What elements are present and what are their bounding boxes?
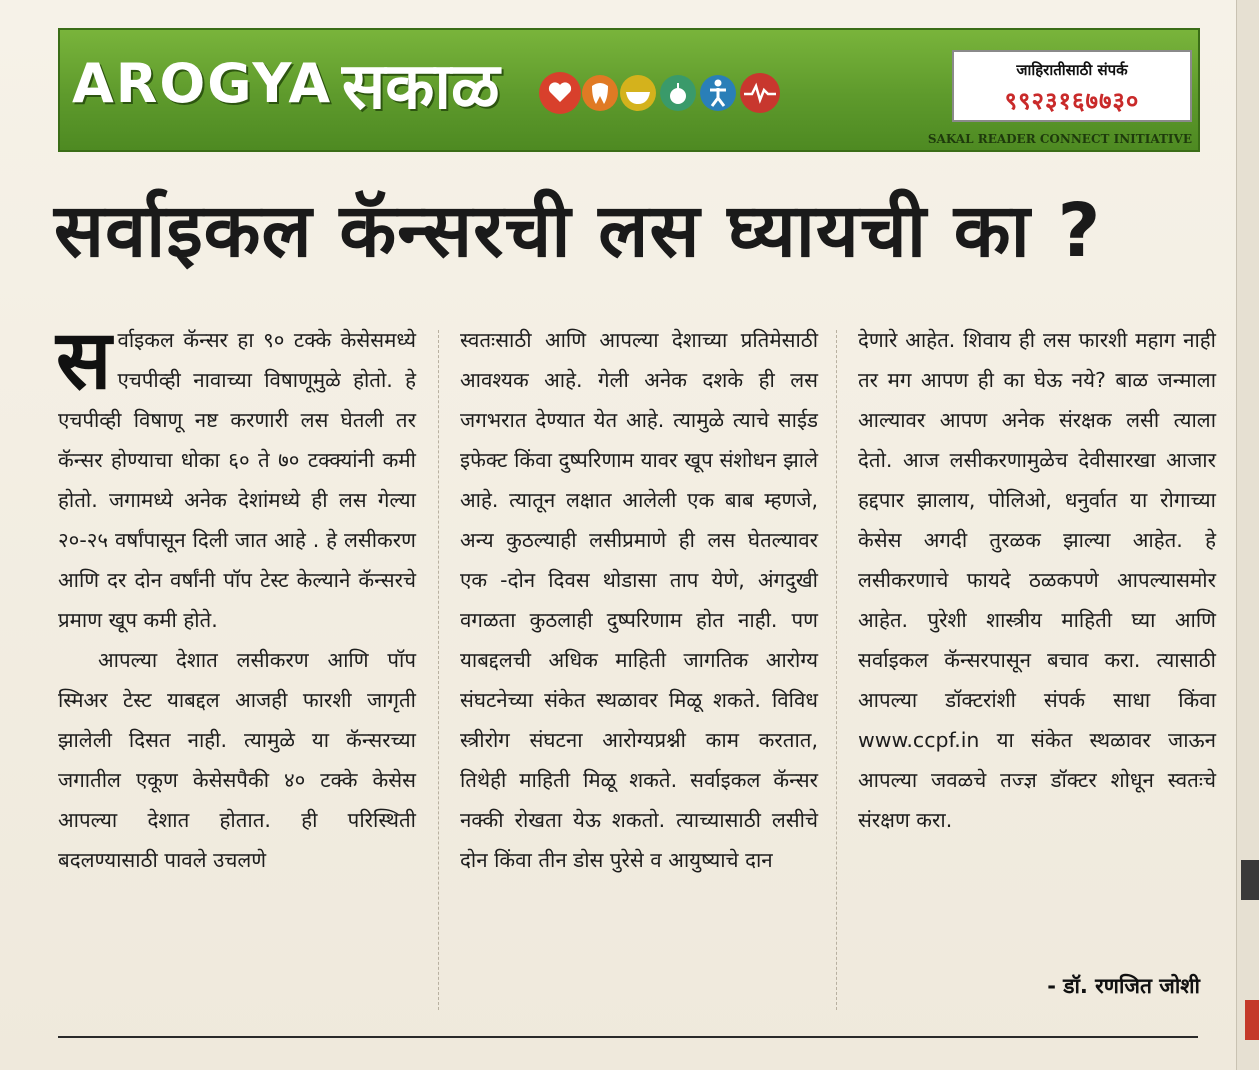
- person-icon: [700, 75, 736, 111]
- tooth-icon: [582, 75, 618, 111]
- heartbeat-icon: [740, 73, 780, 113]
- edge-mark: [1241, 860, 1259, 900]
- edge-mark: [1245, 1000, 1259, 1040]
- column-divider: [438, 330, 439, 1010]
- advertising-contact-box: [952, 50, 1192, 122]
- paragraph: आपल्या देशात लसीकरण आणि पॉप स्मिअर टेस्ट याबद्दल आजही फारशी जागृती झालेली दिसत नाही. त्यामुळे या कॅन्सरच्या जगातील एकूण केसेसपैकी ४० टक्के केसेस आपल्या देशात होतात. ही परिस्थिती बदलण्यासाठी पावले उचलणे: [58, 648, 416, 872]
- arogya-sakal-banner: [58, 28, 1200, 152]
- apple-icon: [660, 75, 696, 111]
- article-headline: सर्वाइकल कॅन्सरची लस घ्यायची का ?: [54, 188, 1102, 274]
- paragraph: देणारे आहेत. शिवाय ही लस फारशी महाग नाही तर मग आपण ही का घेऊ नये? बाळ जन्माला आल्यावर आपण अनेक संरक्षक लसी त्याला देतो. आज लसीकरणामुळेच देवीसारखा आजार हद्दपार झालाय, पोलिओ, धनुर्वात या रोगाच्या केसेस अगदी तुरळक झाल्या आहेत. हे लसीकरणाचे फायदे ठळकपणे आपल्यासमोर आहेत. पुरेशी शास्त्रीय माहिती घ्या आणि सर्वाइकल कॅन्सरपासून बचाव करा. त्यासाठी आपल्या डॉक्टरांशी संपर्क साधा किंवा www.ccpf.in या संकेत स्थळावर जाऊन आपल्या जवळचे तज्ज्ञ डॉक्टर शोधून स्वतःचे संरक्षण करा.: [858, 328, 1216, 832]
- contact-number: ९९२३१६७७३०: [1004, 87, 1140, 115]
- article-column-3: [858, 320, 1216, 840]
- paragraph: स्वतःसाठी आणि आपल्या देशाच्या प्रतिमेसाठी आवश्यक आहे. गेली अनेक दशके ही लस जगभरात देण्यात येत आहे. त्यामुळे त्याचे साईड इफेक्ट किंवा दुष्परिणाम यावर खूप संशोधन झाले आहे. त्यातून लक्षात आलेली एक बाब म्हणजे, अन्य कुठल्याही लसीप्रमाणे ही लस घेतल्यावर एक -दोन दिवस थोडासा ताप येणे, अंगदुखी वगळता कुठलाही दुष्परिणाम होत नाही. पण याबद्दलची अधिक माहिती जागतिक आरोग्य संघटनेच्या संकेत स्थळावर मिळू शकते. विविध स्त्रीरोग संघटना आरोग्यप्रश्नी काम करतात, तिथेही माहिती मिळू शकते. सर्वाइकल कॅन्सर नक्की रोखता येऊ शकतो. त्याच्यासाठी लसीचे दोन किंवा तीन डोस पुरेसे व आयुष्याचे दान: [460, 328, 818, 872]
- adjacent-page-edge: [1236, 0, 1259, 1070]
- health-icons-strip: [538, 68, 788, 118]
- column-divider: [836, 330, 837, 1010]
- bowl-icon: [620, 75, 656, 111]
- banner-tagline: SAKAL READER CONNECT INITIATIVE: [927, 132, 1192, 146]
- article-column-1: [56, 313, 416, 880]
- drop-cap: स: [56, 313, 112, 408]
- brand-marathi: सकाळ: [342, 50, 500, 124]
- contact-label: जाहिरातीसाठी संपर्क: [1016, 61, 1128, 79]
- paragraph: [56, 313, 416, 640]
- heart-icon: [539, 72, 581, 114]
- paragraph-text: र्वाइकल कॅन्सर हा ९० टक्के केसेसमध्ये एचपीव्ही नावाच्या विषाणूमुळे होतो. हे एचपीव्ही विषाणू नष्ट करणारी लस घेतली तर कॅन्सर होण्याचा धोका ६० ते ७० टक्क्यांनी कमी होतो. जगामध्ये अनेक देशांमध्ये ही लस गेल्या २०-२५ वर्षांपासून दिली जात आहे . हे लसीकरण आणि दर दोन वर्षांनी पॉप टेस्ट केल्याने कॅन्सरचे प्रमाण खूप कमी होते.: [58, 328, 416, 632]
- author-byline: - डॉ. रणजित जोशी: [1047, 974, 1200, 998]
- bottom-rule: [58, 1036, 1198, 1038]
- brand-english: AROGYA: [72, 52, 333, 115]
- article-column-2: [460, 320, 818, 880]
